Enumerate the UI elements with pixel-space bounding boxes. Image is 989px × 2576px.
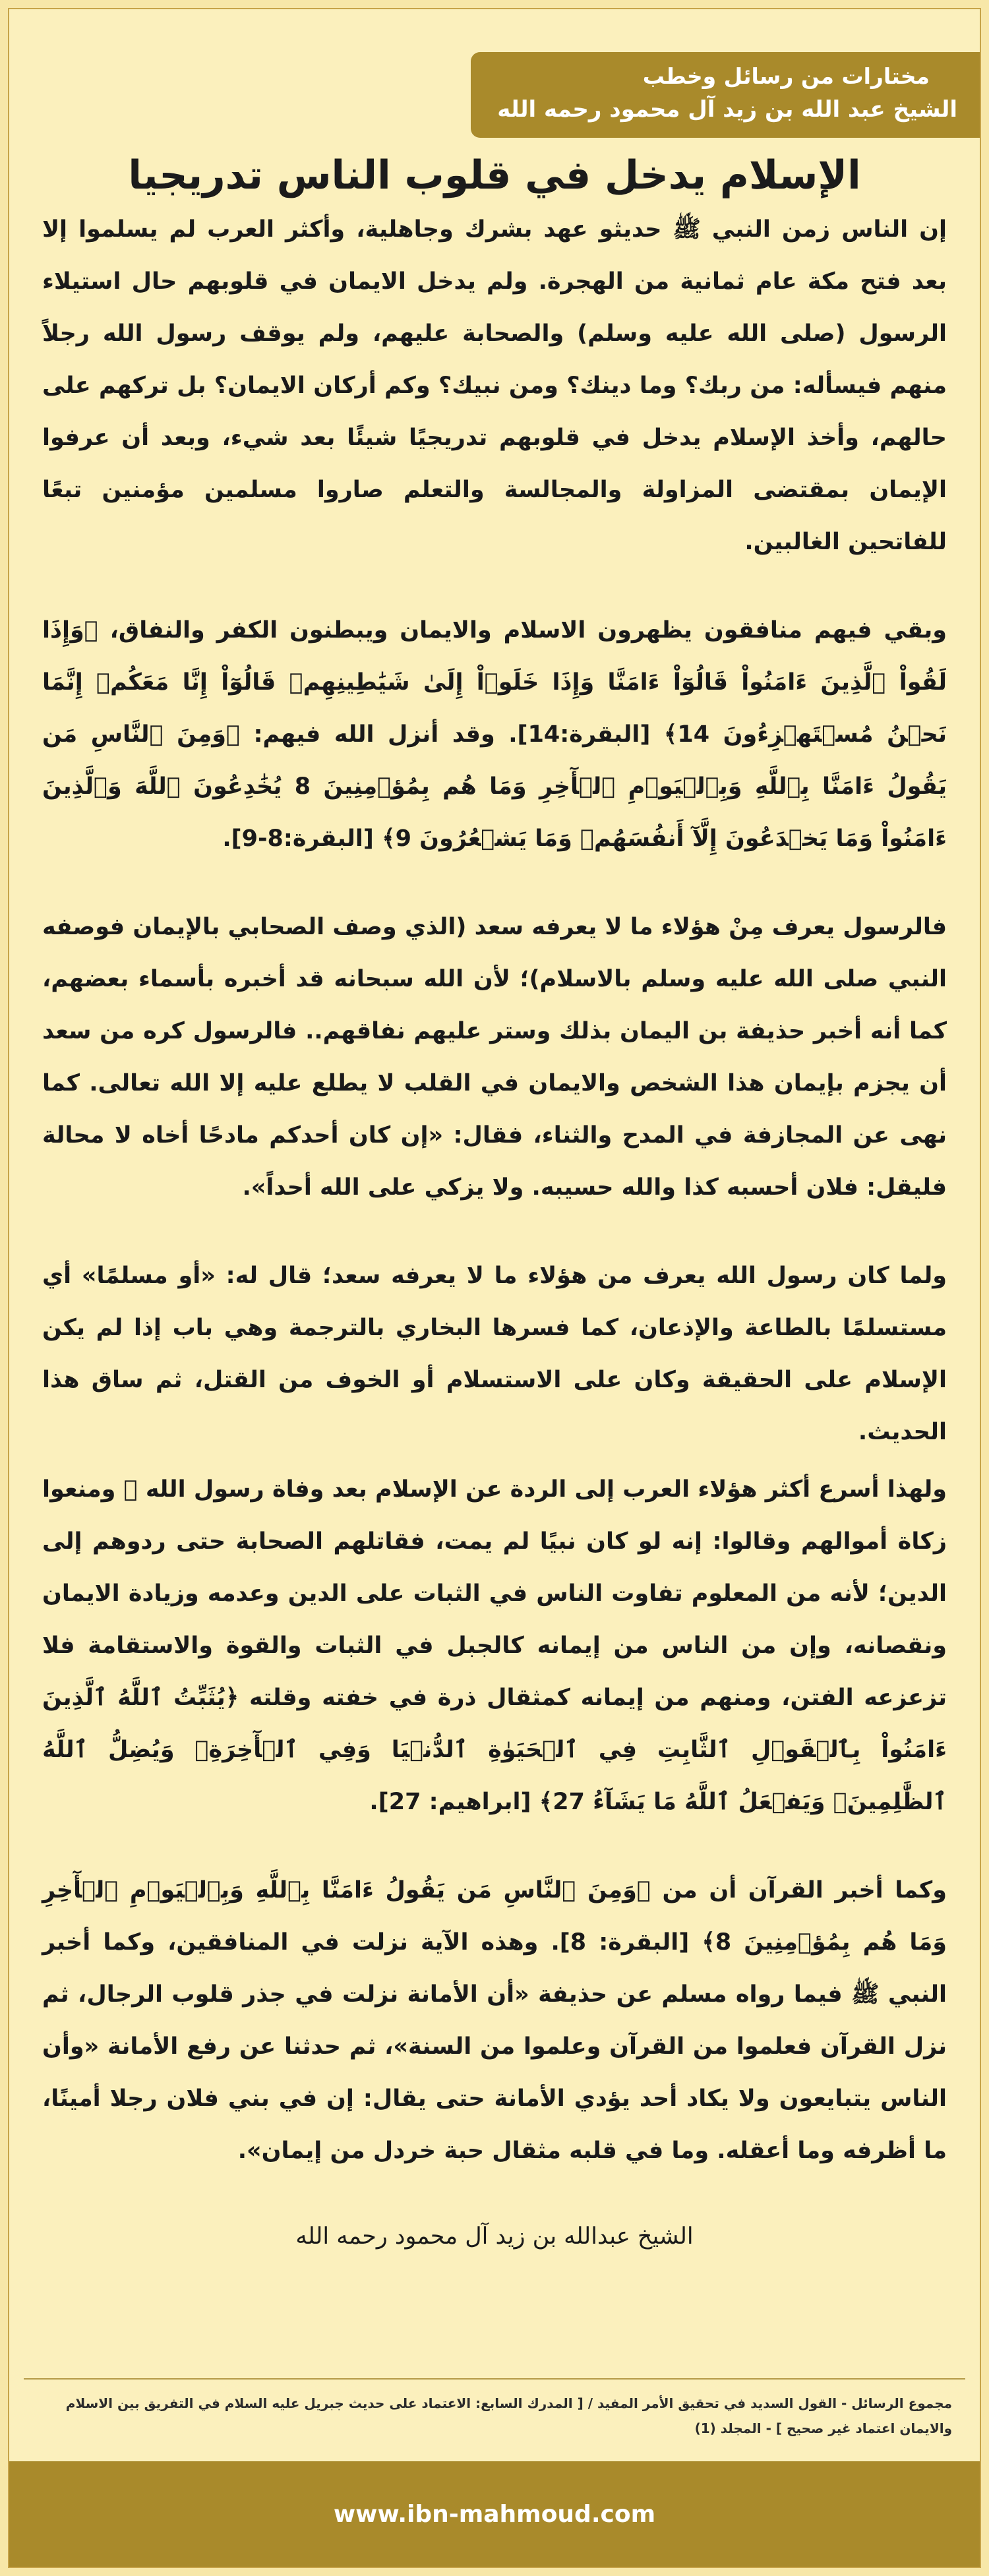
paragraph-4: ولما كان رسول الله يعرف من هؤلاء ما لا يعرفه سعد؛ قال له: «أو مسلمًا» أي مستسلمًا بالطاعة والإذعان، كما فسرها البخاري بالترجمة وهي باب إذا لم يكن الإسلام على الحقيقة وكان على الاستسلام أو الخوف من القتل، ثم ساق هذا الحديث. [42,1263,947,1445]
paragraph-spacer [42,865,947,901]
header-collection-title: مختارات من رسائل وخطب [642,63,930,89]
footer-bar [9,2461,980,2567]
source-citation: مجموع الرسائل - القول السديد في تحقيق الأمر المفيد / [ المدرك السابع: الاعتماد على حديث جبريل عليه السلام في التفريق بين الاسلام والايمان اعتماد غير صحيح ] - المجلد (1) [65,2395,952,2436]
article-body [42,204,947,2256]
paragraph-spacer [42,1458,947,1464]
paragraph-spacer [42,568,947,605]
header-author-name: الشيخ عبد الله بن زيد آل محمود رحمه الله [497,96,957,123]
paragraph-spacer [42,1214,947,1250]
paragraph-spacer [42,1828,947,1865]
article-title: الإسلام يدخل في قلوب الناس تدريجيا [128,152,861,198]
website-link[interactable]: www.ibn-mahmoud.com [333,2500,656,2528]
header-tab [471,52,980,138]
paragraph-3: فالرسول يعرف مِنْ هؤلاء ما لا يعرفه سعد (الذي وصف الصحابي بالإيمان فوصفه النبي صلى الله عليه وسلم بالاسلام)؛ لأن الله سبحانه قد أخبره بأسماء بعضهم، كما أنه أخبر حذيفة بن اليمان بذلك وستر عليهم نفاقهم.. فالرسول كره من سعد أن يجزم بإيمان هذا الشخص والايمان في القلب لا يطلع عليه إلا الله تعالى. كما نهى عن المجازفة في المدح والثناء، فقال: «إن كان أحدكم مادحًا أخاه لا محالة فليقل: فلان أحسبه كذا والله حسيبه. ولا يزكي على الله أحداً». [42,914,947,1201]
paragraph-1: إن الناس زمن النبي ﷺ حديثو عهد بشرك وجاهلية، وأكثر العرب لم يسلموا إلا بعد فتح مكة عام ثمانية من الهجرة. ولم يدخل الايمان في قلوبهم حال استيلاء الرسول (صلى الله عليه وسلم) والصحابة عليهم، ولم يوقف رسول الله رجلاً منهم فيسأله: من ربك؟ وما دينك؟ ومن نبيك؟ وكم أركان الايمان؟ بل تركهم على حالهم، وأخذ الإسلام يدخل في قلوبهم تدريجيًا شيئًا بعد شيء، وبعد أن عرفوا الإيمان بمقتضى المزاولة والمجالسة والتعلم صاروا مسلمين مؤمنين تبعًا للفاتحين الغالبين. [42,216,947,555]
page-panel [8,8,981,2568]
paragraph-6: وكما أخبر القرآن أن من ﴿وَمِنَ ٱلنَّاسِ مَن يَقُولُ ءَامَنَّا بِٱللَّهِ وَبِٱلۡيَوۡمِ ٱلۡأٓخِرِ وَمَا هُم بِمُؤۡمِنِينَ 8﴾ [البقرة: 8]. وهذه الآية نزلت في المنافقين، وكما أخبر النبي ﷺ فيما رواه مسلم عن حذيفة «أن الأمانة نزلت في جذر قلوب الرجال، ثم نزل القرآن فعلموا من القرآن وعلموا من السنة»، ثم حدثنا عن رفع الأمانة «وأن الناس يتبايعون ولا يكاد أحد يؤدي الأمانة حتى يقال: إن في بني فلان رجلا أمينًا، ما أظرفه وما أعقله. وما في قلبه مثقال حبة خردل من إيمان». [42,1877,947,2164]
source-divider [24,2378,965,2380]
paragraph-2: وبقي فيهم منافقون يظهرون الاسلام والايمان ويبطنون الكفر والنفاق، ﴿وَإِذَا لَقُواْ ٱلَّذِينَ ءَامَنُواْ قَالُوٓاْ ءَامَنَّا وَإِذَا خَلَوۡاْ إِلَىٰ شَيَٰطِينِهِمۡ قَالُوٓاْ إِنَّا مَعَكُمۡ إِنَّمَا نَحۡنُ مُسۡتَهۡزِءُونَ 14﴾ [البقرة:14]. وقد أنزل الله فيهم: ﴿وَمِنَ ٱلنَّاسِ مَن يَقُولُ ءَامَنَّا بِٱللَّهِ وَبِٱلۡيَوۡمِ ٱلۡأٓخِرِ وَمَا هُم بِمُؤۡمِنِينَ 8 يُخَٰدِعُونَ ٱللَّهَ وَٱلَّذِينَ ءَامَنُواْ وَمَا يَخۡدَعُونَ إِلَّآ أَنفُسَهُمۡ وَمَا يَشۡعُرُونَ 9﴾ [البقرة:8-9]. [42,617,947,852]
author-signature: الشيخ عبدالله بن زيد آل محمود رحمه الله [295,2223,694,2250]
paragraph-5: ولهذا أسرع أكثر هؤلاء العرب إلى الردة عن الإسلام بعد وفاة رسول الله ﷺ ومنعوا زكاة أموالهم وقالوا: إنه لو كان نبيًا لم يمت، فقاتلهم الصحابة حتى ردوهم إلى الدين؛ لأنه من المعلوم تفاوت الناس في الثبات على الدين وعدمه وزيادة الايمان ونقصانه، وإن من الناس من إيمانه كالجبل في الثبات والقوة والاستقامة فلا تزعزعه الفتن، ومنهم من إيمانه كمثقال ذرة في خفته وقلته ﴿يُثَبِّتُ ٱللَّهُ ٱلَّذِينَ ءَامَنُواْ بِٱلۡقَوۡلِ ٱلثَّابِتِ فِي ٱلۡحَيَوٰةِ ٱلدُّنۡيَا وَفِي ٱلۡأٓخِرَةِۖ وَيُضِلُّ ٱللَّهُ ٱلظَّٰلِمِينَۚ وَيَفۡعَلُ ٱللَّهُ مَا يَشَآءُ 27﴾ [ابراهيم: 27]. [42,1476,947,1815]
